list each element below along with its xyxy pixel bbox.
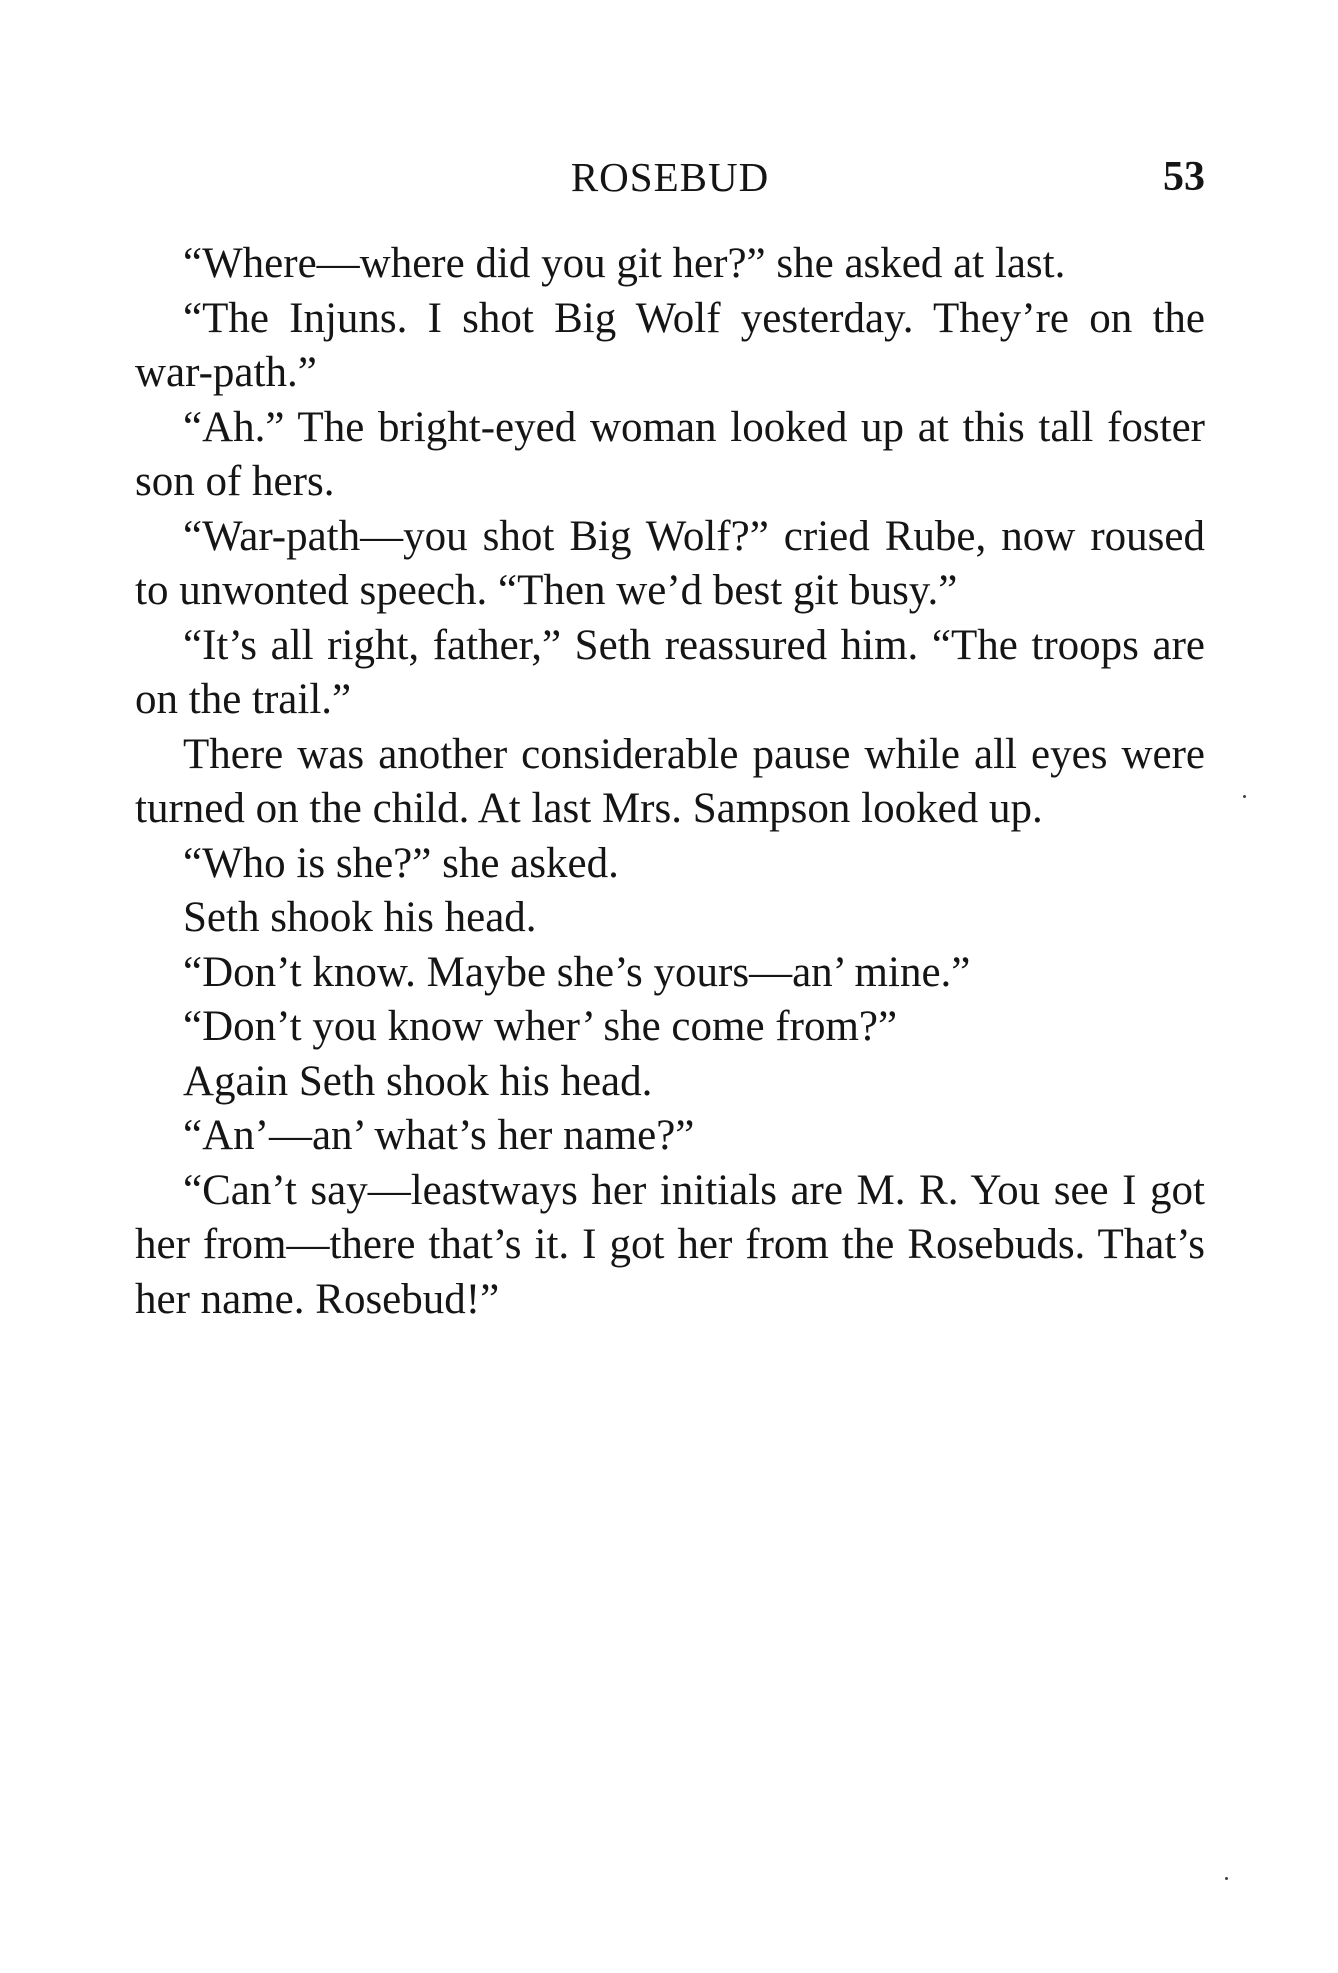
paragraph: “An’—an’ what’s her name?”: [183, 1112, 695, 1159]
paragraph: Again Seth shook his head.: [183, 1057, 653, 1105]
paragraph: “Who is she?” she asked.: [183, 839, 619, 887]
paragraph: “The Injuns. I shot Big Wolf yesterday. They’re on the war-path.”: [135, 294, 1205, 396]
running-title: ROSEBUD: [570, 154, 770, 200]
paragraph: “Where—where did you git her?” she asked at last.: [183, 240, 1066, 287]
paragraph: “It’s all right, father,” Seth reassured him. “The troops are on the trail.”: [135, 621, 1205, 723]
page-number: 53: [1163, 154, 1205, 200]
running-head: [135, 147, 1205, 207]
scan-speck: [1243, 795, 1246, 798]
paragraph: “Can’t say—leastways her initials are M. R. You see I got her from—there that’s it. I got her from the Rosebuds. That’s her name. Rosebud!”: [135, 1166, 1205, 1323]
paragraph: “Don’t know. Maybe she’s yours—an’ mine.”: [183, 948, 971, 996]
paragraph: “Ah.” The bright-eyed woman looked up at this tall foster son of hers.: [135, 403, 1205, 505]
body-text: [135, 237, 1205, 1327]
scan-speck: [1225, 1877, 1228, 1880]
paragraph: “Don’t you know wher’ she come from?”: [183, 1003, 898, 1050]
paragraph: There was another considerable pause while all eyes were turned on the child. At last Mrs. Sampson looked up.: [135, 730, 1205, 832]
paragraph: Seth shook his head.: [183, 894, 537, 941]
paragraph: “War-path—you shot Big Wolf?” cried Rube, now roused to unwonted speech. “Then we’d best git busy.”: [135, 512, 1205, 614]
